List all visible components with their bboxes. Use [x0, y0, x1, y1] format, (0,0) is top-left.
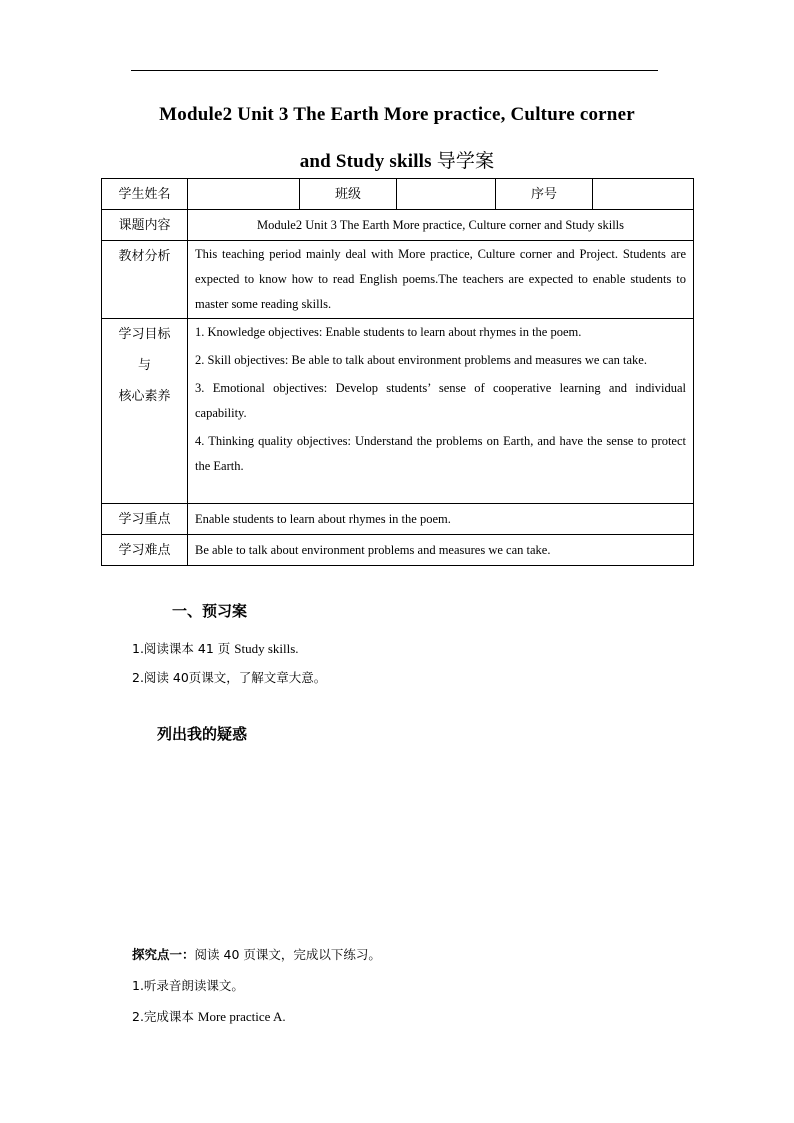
seq-label: 序号 — [496, 179, 593, 210]
analysis-label: 教材分析 — [102, 241, 188, 319]
explore-heading-bold: 探究点一： — [132, 947, 195, 962]
explore-item-2-en: More practice A. — [197, 1009, 286, 1024]
goals-value — [188, 319, 694, 504]
keypoints-label: 学习重点 — [102, 504, 188, 535]
page-title-cn: 导学案 — [436, 150, 495, 172]
keypoints-value: Enable students to learn about rhymes in the poem. — [188, 504, 694, 535]
preview-heading: 一、预习案 — [172, 602, 248, 620]
table-row-goals — [102, 319, 694, 504]
goals-label-line1: 学习目标 — [118, 327, 171, 342]
goal-skill: 2. Skill objectives: Be able to talk about environment problems and measures we can take. — [195, 353, 647, 367]
explore-item-2 — [132, 1007, 286, 1025]
page-title-en: and Study skills — [299, 151, 437, 172]
goals-label — [102, 319, 188, 504]
explore-heading — [132, 945, 381, 963]
page-title-line1: Module2 Unit 3 The Earth More practice, Culture corner — [159, 104, 635, 125]
explore-item-1: 1.听录音朗读课文。 — [132, 978, 244, 993]
analysis-value: This teaching period mainly deal with More practice, Culture corner and Project. Students are expected to know how to read English poems.The teachers are expected to enable students to master some reading skills. — [188, 241, 694, 319]
lesson-info-table — [101, 178, 694, 566]
table-row-student — [102, 179, 694, 210]
class-label: 班级 — [300, 179, 397, 210]
difficulties-label: 学习难点 — [102, 535, 188, 566]
goal-emotional: 3. Emotional objectives: Develop students’ sense of cooperative learning and individual capability. — [195, 381, 686, 420]
page-title-line2 — [100, 146, 694, 173]
student-name-field[interactable] — [188, 179, 300, 210]
topic-value: Module2 Unit 3 The Earth More practice, Culture corner and Study skills — [188, 210, 694, 241]
goals-label-line2: 与 — [137, 358, 151, 373]
difficulties-value: Be able to talk about environment problems and measures we can take. — [188, 535, 694, 566]
class-field[interactable] — [397, 179, 496, 210]
student-name-label: 学生姓名 — [102, 179, 188, 210]
table-row-keypoints — [102, 504, 694, 535]
preview-item-1 — [132, 639, 299, 657]
goal-knowledge: 1. Knowledge objectives: Enable students to learn about rhymes in the poem. — [195, 325, 582, 339]
goals-label-line3: 核心素养 — [118, 389, 171, 404]
header-rule — [131, 70, 658, 71]
goal-thinking: 4. Thinking quality objectives: Understand the problems on Earth, and have the sense to protect the Earth. — [195, 434, 686, 473]
table-row-topic — [102, 210, 694, 241]
table-row-analysis — [102, 241, 694, 319]
explore-item-2-cn: 2.完成课本 — [132, 1009, 198, 1024]
doubts-heading: 列出我的疑惑 — [157, 725, 248, 743]
preview-item-1-en: Study skills. — [234, 641, 299, 656]
seq-field[interactable] — [593, 179, 694, 210]
topic-label: 课题内容 — [102, 210, 188, 241]
table-row-difficulties — [102, 535, 694, 566]
preview-item-1-cn: 1.阅读课本 41 页 — [132, 641, 235, 656]
explore-heading-rest: 阅读 40 页课文，完成以下练习。 — [194, 947, 381, 962]
preview-item-2: 2.阅读 40页课文，了解文章大意。 — [132, 670, 327, 685]
